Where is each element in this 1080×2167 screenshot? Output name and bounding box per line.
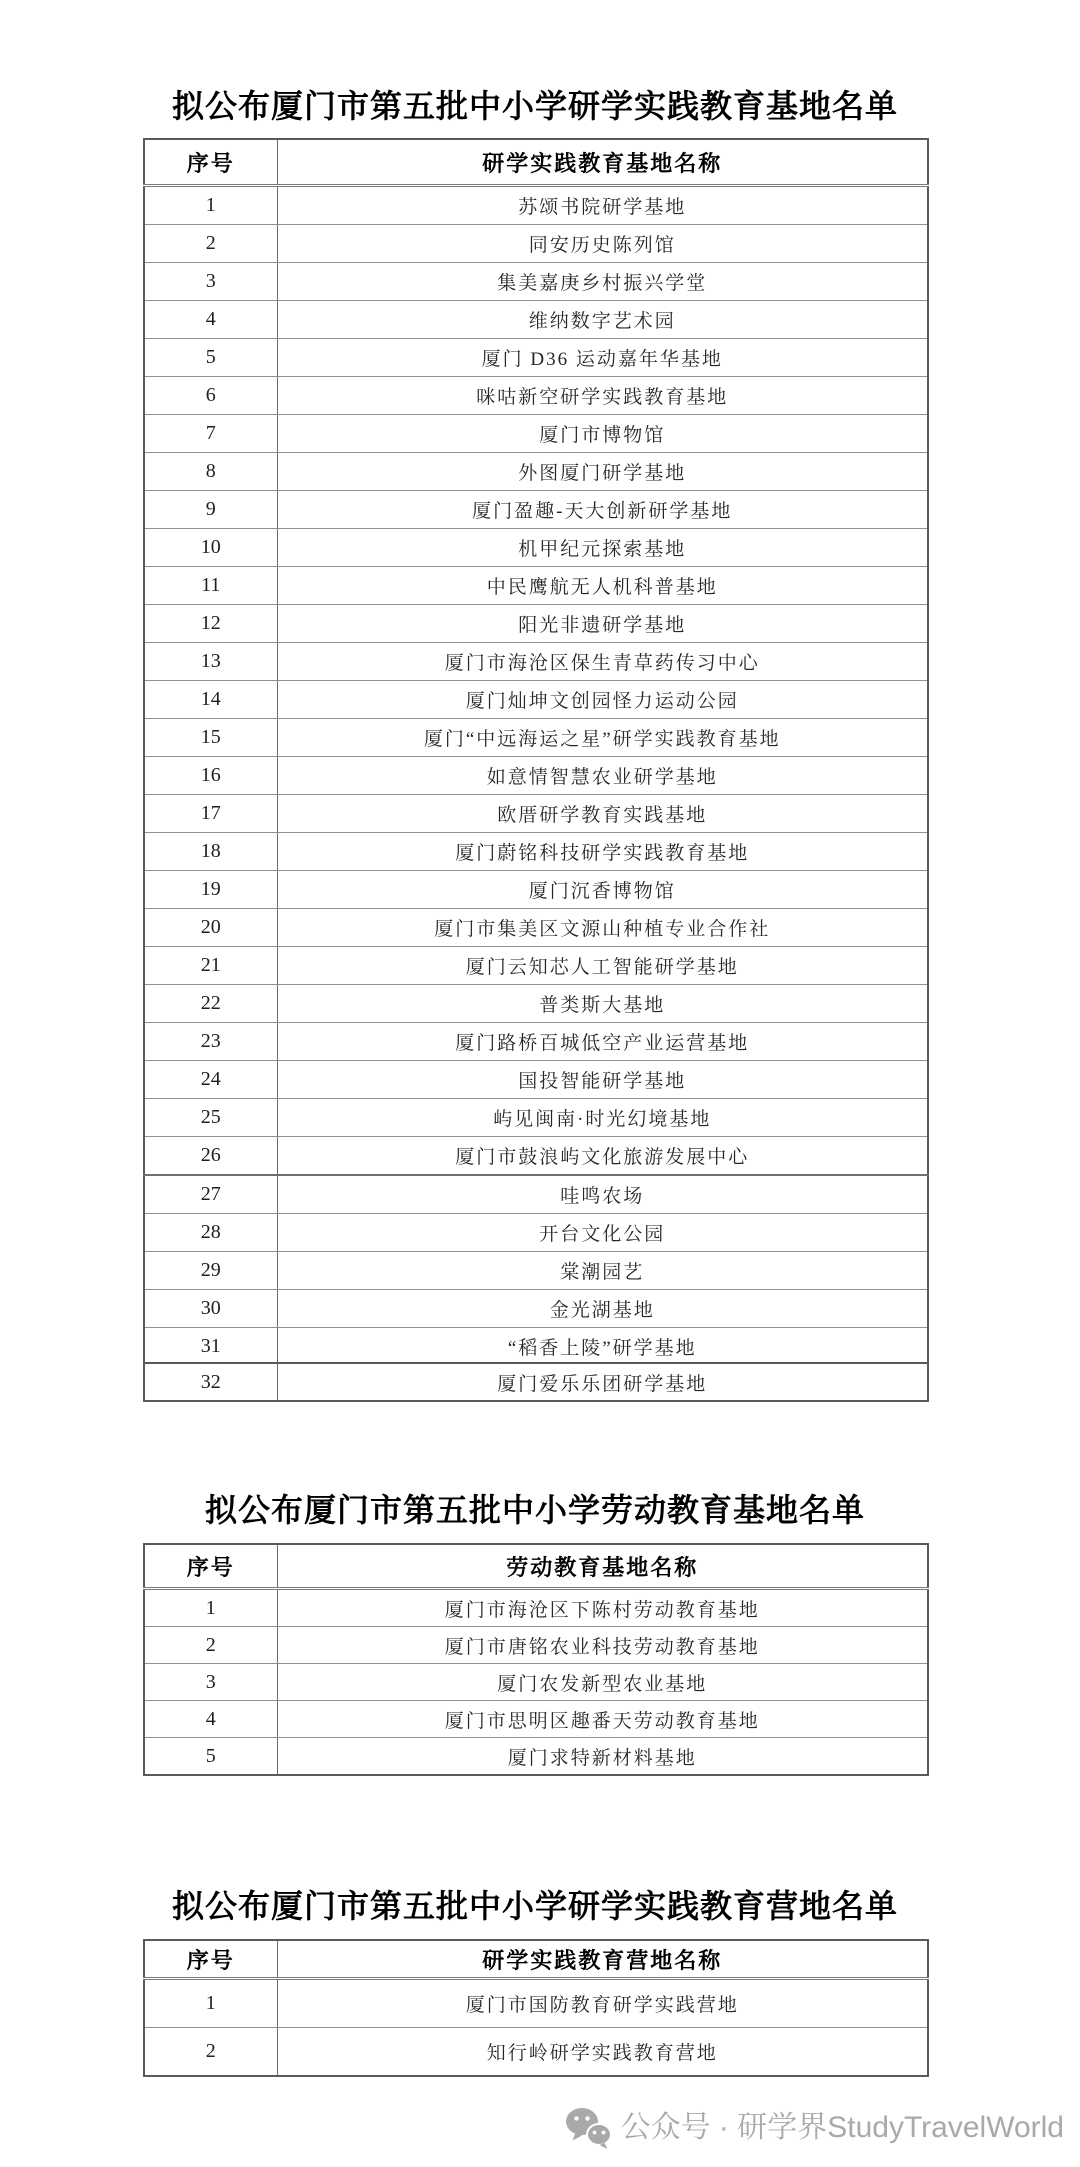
base-name-cell: 开台文化公园 [277, 1214, 928, 1252]
base-name-cell: 集美嘉庚乡村振兴学堂 [277, 263, 928, 301]
base-name-cell: 厦门盈趣-天大创新研学基地 [277, 491, 928, 529]
row-number-cell: 18 [144, 833, 277, 871]
base-name-cell: 外图厦门研学基地 [277, 453, 928, 491]
base-name-cell: 咪咕新空研学实践教育基地 [277, 377, 928, 415]
table-row [144, 1290, 928, 1328]
row-number-cell: 4 [144, 301, 277, 339]
row-number-cell: 2 [144, 2028, 277, 2077]
table-row [144, 1061, 928, 1099]
table-row [144, 1252, 928, 1290]
row-number-cell: 6 [144, 377, 277, 415]
table-row [144, 1701, 928, 1738]
column-header-index: 序号 [144, 139, 277, 186]
row-number-cell: 15 [144, 719, 277, 757]
row-number-cell: 4 [144, 1701, 277, 1738]
row-number-cell: 5 [144, 1738, 277, 1776]
base-name-cell: 厦门“中远海运之星”研学实践教育基地 [277, 719, 928, 757]
row-number-cell: 1 [144, 186, 277, 225]
watermark [565, 2106, 1064, 2150]
base-name-cell: 机甲纪元探索基地 [277, 529, 928, 567]
table-row [144, 833, 928, 871]
table-row [144, 1175, 928, 1214]
row-number-cell: 31 [144, 1328, 277, 1367]
table-row [144, 719, 928, 757]
row-number-cell: 29 [144, 1252, 277, 1290]
table-row [144, 1328, 928, 1367]
base-name-cell: 中民鹰航无人机科普基地 [277, 567, 928, 605]
row-number-cell: 10 [144, 529, 277, 567]
table-header-row [144, 1544, 928, 1589]
base-name-cell: 厦门路桥百城低空产业运营基地 [277, 1023, 928, 1061]
row-number-cell: 9 [144, 491, 277, 529]
row-number-cell: 3 [144, 263, 277, 301]
row-number-cell: 1 [144, 1979, 277, 2028]
base-name-cell: 厦门爱乐乐团研学基地 [277, 1363, 928, 1401]
row-number-cell: 13 [144, 643, 277, 681]
table-row [144, 1099, 928, 1137]
row-number-cell: 21 [144, 947, 277, 985]
base-name-cell: 欧厝研学教育实践基地 [277, 795, 928, 833]
row-number-cell: 8 [144, 453, 277, 491]
base-name-cell: 厦门求特新材料基地 [277, 1738, 928, 1776]
table-row [144, 605, 928, 643]
base-name-cell: 厦门市思明区趣番天劳动教育基地 [277, 1701, 928, 1738]
row-number-cell: 22 [144, 985, 277, 1023]
table-row [144, 1363, 928, 1401]
table-row [144, 1627, 928, 1664]
table-row [144, 909, 928, 947]
table-header-row [144, 139, 928, 186]
base-name-cell: 金光湖基地 [277, 1290, 928, 1328]
row-number-cell: 7 [144, 415, 277, 453]
base-name-cell: 屿见闽南·时光幻境基地 [277, 1099, 928, 1137]
base-name-cell: 厦门市博物馆 [277, 415, 928, 453]
base-name-cell: 棠潮园艺 [277, 1252, 928, 1290]
row-number-cell: 27 [144, 1175, 277, 1214]
wechat-icon [565, 2107, 612, 2149]
table-header-row [144, 1940, 928, 1979]
base-name-cell: 厦门市国防教育研学实践营地 [277, 1979, 928, 2028]
base-name-cell: 维纳数字艺术园 [277, 301, 928, 339]
base-name-cell: 厦门灿坤文创园怪力运动公园 [277, 681, 928, 719]
base-name-cell: 厦门市鼓浪屿文化旅游发展中心 [277, 1137, 928, 1176]
table-row [144, 567, 928, 605]
base-name-cell: 厦门云知芯人工智能研学基地 [277, 947, 928, 985]
base-name-cell: 厦门市集美区文源山种植专业合作社 [277, 909, 928, 947]
row-number-cell: 25 [144, 1099, 277, 1137]
column-header-name: 研学实践教育基地名称 [277, 139, 928, 186]
row-number-cell: 28 [144, 1214, 277, 1252]
table-row [144, 871, 928, 909]
base-name-cell: 国投智能研学基地 [277, 1061, 928, 1099]
column-header-name: 研学实践教育营地名称 [277, 1940, 928, 1979]
row-number-cell: 23 [144, 1023, 277, 1061]
row-number-cell: 2 [144, 1627, 277, 1664]
base-name-cell: 厦门市海沧区保生青草药传习中心 [277, 643, 928, 681]
table-row [144, 263, 928, 301]
study-base-list-title: 拟公布厦门市第五批中小学研学实践教育基地名单 [171, 88, 898, 124]
table-row [144, 1214, 928, 1252]
table-row [144, 415, 928, 453]
table-row [144, 301, 928, 339]
base-name-cell: 阳光非遗研学基地 [277, 605, 928, 643]
base-name-cell: 厦门沉香博物馆 [277, 871, 928, 909]
row-number-cell: 24 [144, 1061, 277, 1099]
base-name-cell: 厦门农发新型农业基地 [277, 1664, 928, 1701]
watermark-text: 公众号 · 研学界StudyTravelWorld [620, 2111, 1064, 2144]
table-row [144, 2028, 928, 2077]
base-name-cell: 厦门蔚铭科技研学实践教育基地 [277, 833, 928, 871]
base-name-cell: 如意情智慧农业研学基地 [277, 757, 928, 795]
table-row [144, 757, 928, 795]
row-number-cell: 3 [144, 1664, 277, 1701]
table-row [144, 681, 928, 719]
base-name-cell: 厦门市唐铭农业科技劳动教育基地 [277, 1627, 928, 1664]
labor-base-list-title: 拟公布厦门市第五批中小学劳动教育基地名单 [204, 1492, 865, 1528]
base-name-cell: 哇鸣农场 [277, 1175, 928, 1214]
table-row [144, 643, 928, 681]
table-row [144, 1979, 928, 2028]
column-header-name: 劳动教育基地名称 [277, 1544, 928, 1589]
table-row [144, 1738, 928, 1776]
row-number-cell: 26 [144, 1137, 277, 1176]
table-row [144, 453, 928, 491]
camp-table [143, 1939, 929, 2077]
row-number-cell: 5 [144, 339, 277, 377]
base-name-cell: “稻香上陵”研学基地 [277, 1328, 928, 1367]
base-name-cell: 知行岭研学实践教育营地 [277, 2028, 928, 2077]
row-number-cell: 14 [144, 681, 277, 719]
table-row [144, 947, 928, 985]
row-number-cell: 30 [144, 1290, 277, 1328]
table-row [144, 529, 928, 567]
column-header-index: 序号 [144, 1940, 277, 1979]
study-base-table-continued [143, 1362, 929, 1402]
table-row [144, 1023, 928, 1061]
row-number-cell: 12 [144, 605, 277, 643]
table-row [144, 225, 928, 263]
row-number-cell: 20 [144, 909, 277, 947]
table-row [144, 186, 928, 225]
base-name-cell: 厦门 D36 运动嘉年华基地 [277, 339, 928, 377]
row-number-cell: 19 [144, 871, 277, 909]
row-number-cell: 1 [144, 1589, 277, 1627]
column-header-index: 序号 [144, 1544, 277, 1589]
table-row [144, 1589, 928, 1627]
table-row [144, 339, 928, 377]
row-number-cell: 16 [144, 757, 277, 795]
table-row [144, 1664, 928, 1701]
row-number-cell: 2 [144, 225, 277, 263]
row-number-cell: 11 [144, 567, 277, 605]
row-number-cell: 17 [144, 795, 277, 833]
table-row [144, 1137, 928, 1176]
table-row [144, 491, 928, 529]
base-name-cell: 厦门市海沧区下陈村劳动教育基地 [277, 1589, 928, 1627]
base-name-cell: 普类斯大基地 [277, 985, 928, 1023]
base-name-cell: 苏颂书院研学基地 [277, 186, 928, 225]
table-row [144, 377, 928, 415]
study-base-table [143, 138, 929, 1367]
base-name-cell: 同安历史陈列馆 [277, 225, 928, 263]
table-row [144, 795, 928, 833]
labor-base-table [143, 1543, 929, 1776]
camp-list-title: 拟公布厦门市第五批中小学研学实践教育营地名单 [171, 1888, 898, 1924]
table-row [144, 985, 928, 1023]
row-number-cell: 32 [144, 1363, 277, 1401]
